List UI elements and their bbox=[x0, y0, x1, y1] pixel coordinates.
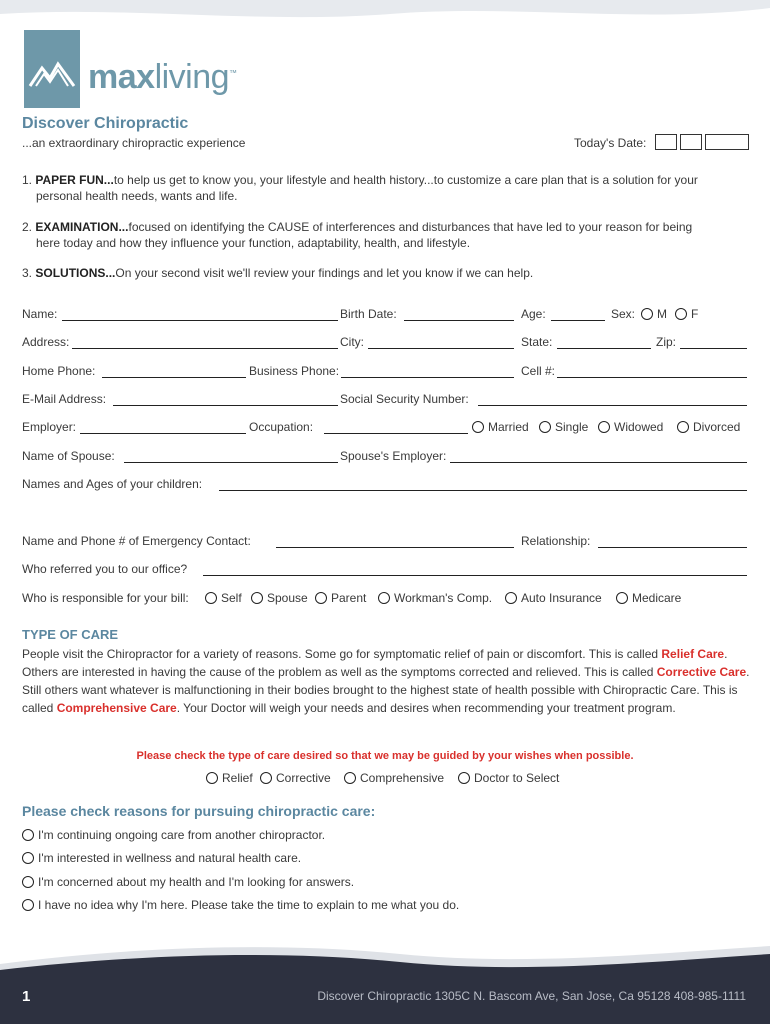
employer-label: Employer: bbox=[22, 420, 77, 434]
employer-field[interactable] bbox=[80, 433, 246, 434]
email-label: E-Mail Address: bbox=[22, 392, 107, 406]
page-title: Discover Chiropractic bbox=[22, 115, 189, 132]
radio-circle-icon bbox=[472, 421, 484, 433]
todays-date-label: Today's Date: bbox=[574, 136, 647, 150]
radio-circle-icon bbox=[641, 308, 653, 320]
age-field[interactable] bbox=[551, 320, 605, 321]
responsible-workmans-comp-option[interactable]: Workman's Comp. bbox=[378, 591, 492, 605]
radio-circle-icon bbox=[205, 592, 217, 604]
business-phone-label: Business Phone: bbox=[249, 364, 340, 378]
comprehensive-care-term: Comprehensive Care bbox=[56, 701, 177, 715]
reason-option-1[interactable]: I'm continuing ongoing care from another chiropractor. bbox=[22, 828, 325, 842]
care-relief-option[interactable]: Relief bbox=[206, 771, 253, 785]
business-phone-field[interactable] bbox=[341, 377, 514, 378]
relationship-label: Relationship: bbox=[521, 534, 591, 548]
corrective-care-term: Corrective Care bbox=[656, 665, 747, 679]
responsible-auto-insurance-option[interactable]: Auto Insurance bbox=[505, 591, 602, 605]
responsible-label: Who is responsible for your bill: bbox=[22, 591, 189, 605]
radio-circle-icon bbox=[22, 876, 34, 888]
radio-circle-icon bbox=[505, 592, 517, 604]
cell-label: Cell #: bbox=[521, 364, 556, 378]
care-doctor-select-option[interactable]: Doctor to Select bbox=[458, 771, 559, 785]
radio-circle-icon bbox=[315, 592, 327, 604]
top-wave-decoration bbox=[0, 0, 770, 30]
radio-circle-icon bbox=[598, 421, 610, 433]
date-year-box[interactable] bbox=[705, 134, 749, 150]
reason-option-3[interactable]: I'm concerned about my health and I'm looking for answers. bbox=[22, 875, 354, 889]
spouse-employer-field[interactable] bbox=[450, 462, 747, 463]
age-label: Age: bbox=[521, 307, 546, 321]
responsible-spouse-option[interactable]: Spouse bbox=[251, 591, 308, 605]
spouse-name-field[interactable] bbox=[124, 462, 338, 463]
occupation-field[interactable] bbox=[324, 433, 468, 434]
cell-field[interactable] bbox=[557, 377, 747, 378]
spouse-name-label: Name of Spouse: bbox=[22, 449, 115, 463]
page-subtitle: ...an extraordinary chiropractic experience bbox=[22, 136, 246, 150]
radio-circle-icon bbox=[675, 308, 687, 320]
city-label: City: bbox=[340, 335, 364, 349]
radio-circle-icon bbox=[22, 829, 34, 841]
radio-circle-icon bbox=[539, 421, 551, 433]
address-label: Address: bbox=[22, 335, 70, 349]
reason-option-4[interactable]: I have no idea why I'm here. Please take the time to explain to me what you do. bbox=[22, 898, 459, 912]
footer-address: Discover Chiropractic 1305C N. Bascom Ave, San Jose, Ca 95128 408-985-1111 bbox=[317, 989, 746, 1003]
radio-circle-icon bbox=[22, 852, 34, 864]
ssn-field[interactable] bbox=[478, 405, 747, 406]
radio-circle-icon bbox=[677, 421, 689, 433]
radio-circle-icon bbox=[260, 772, 272, 784]
children-field[interactable] bbox=[219, 490, 747, 491]
marital-divorced-option[interactable]: Divorced bbox=[677, 420, 740, 434]
date-day-box[interactable] bbox=[680, 134, 702, 150]
emergency-contact-label: Name and Phone # of Emergency Contact: bbox=[22, 534, 251, 548]
birth-date-label: Birth Date: bbox=[340, 307, 397, 321]
address-field[interactable] bbox=[72, 348, 338, 349]
zip-label: Zip: bbox=[656, 335, 677, 349]
zip-field[interactable] bbox=[680, 348, 747, 349]
intro-item-1: 1. PAPER FUN...to help us get to know you, your lifestyle and health history...to customize a care plan that is a solution for your personal health needs, wants and life. bbox=[22, 173, 698, 203]
radio-circle-icon bbox=[458, 772, 470, 784]
state-field[interactable] bbox=[557, 348, 651, 349]
home-phone-label: Home Phone: bbox=[22, 364, 96, 378]
care-instruction: Please check the type of care desired so that we may be guided by your wishes when possible. bbox=[136, 750, 634, 762]
type-of-care-title: TYPE OF CARE bbox=[22, 627, 119, 642]
relationship-field[interactable] bbox=[598, 547, 747, 548]
responsible-self-option[interactable]: Self bbox=[205, 591, 242, 605]
marital-widowed-option[interactable]: Widowed bbox=[598, 420, 663, 434]
name-field[interactable] bbox=[62, 320, 338, 321]
care-corrective-option[interactable]: Corrective bbox=[260, 771, 331, 785]
marital-single-option[interactable]: Single bbox=[539, 420, 588, 434]
sex-f-option[interactable]: F bbox=[675, 307, 698, 321]
home-phone-field[interactable] bbox=[102, 377, 246, 378]
radio-circle-icon bbox=[251, 592, 263, 604]
sex-m-option[interactable]: M bbox=[641, 307, 667, 321]
intro-item-2: 2. EXAMINATION...focused on identifying the CAUSE of interferences and disturbances that have led to your reason for being here today and how they influence your function, adaptability, health, and lifestyle. bbox=[22, 220, 693, 250]
mountain-icon bbox=[24, 30, 80, 108]
city-field[interactable] bbox=[368, 348, 514, 349]
radio-circle-icon bbox=[22, 899, 34, 911]
responsible-parent-option[interactable]: Parent bbox=[315, 591, 366, 605]
referred-field[interactable] bbox=[203, 575, 747, 576]
relief-care-term: Relief Care bbox=[661, 647, 725, 661]
page-number: 1 bbox=[22, 988, 31, 1005]
marital-married-option[interactable]: Married bbox=[472, 420, 529, 434]
care-comprehensive-option[interactable]: Comprehensive bbox=[344, 771, 444, 785]
radio-circle-icon bbox=[616, 592, 628, 604]
name-label: Name: bbox=[22, 307, 58, 321]
responsible-medicare-option[interactable]: Medicare bbox=[616, 591, 681, 605]
radio-circle-icon bbox=[344, 772, 356, 784]
logo-mark bbox=[24, 30, 80, 108]
state-label: State: bbox=[521, 335, 553, 349]
emergency-contact-field[interactable] bbox=[276, 547, 514, 548]
date-month-box[interactable] bbox=[655, 134, 677, 150]
type-of-care-description: People visit the Chiropractor for a variety of reasons. Some go for symptomatic relief of pain or discomfort. This is called Relief Care. Others are interested in having the cause of the problem as well as the symptoms corrected and relieved. This is called Corrective Care. Still others want whatever is malfunctioning in their bodies brought to the highest state of health possible with Chiropractic Care. This is called Comprehensive Care. Your Doctor will weigh your needs and desires when recommending your treatment program. bbox=[22, 647, 750, 715]
radio-circle-icon bbox=[378, 592, 390, 604]
spouse-employer-label: Spouse's Employer: bbox=[340, 449, 447, 463]
occupation-label: Occupation: bbox=[249, 420, 314, 434]
referred-label: Who referred you to our office? bbox=[22, 562, 188, 576]
intro-item-3: 3. SOLUTIONS...On your second visit we'll review your findings and let you know if we can help. bbox=[22, 266, 534, 280]
radio-circle-icon bbox=[206, 772, 218, 784]
email-field[interactable] bbox=[113, 405, 338, 406]
sex-label: Sex: bbox=[611, 307, 636, 321]
children-label: Names and Ages of your children: bbox=[22, 477, 203, 491]
ssn-label: Social Security Number: bbox=[340, 392, 469, 406]
footer-band bbox=[0, 940, 770, 1024]
birth-date-field[interactable] bbox=[404, 320, 514, 321]
reasons-title: Please check reasons for pursuing chiropractic care: bbox=[22, 803, 376, 819]
reason-option-2[interactable]: I'm interested in wellness and natural health care. bbox=[22, 851, 301, 865]
logo-wordmark: maxliving™ bbox=[88, 58, 237, 96]
